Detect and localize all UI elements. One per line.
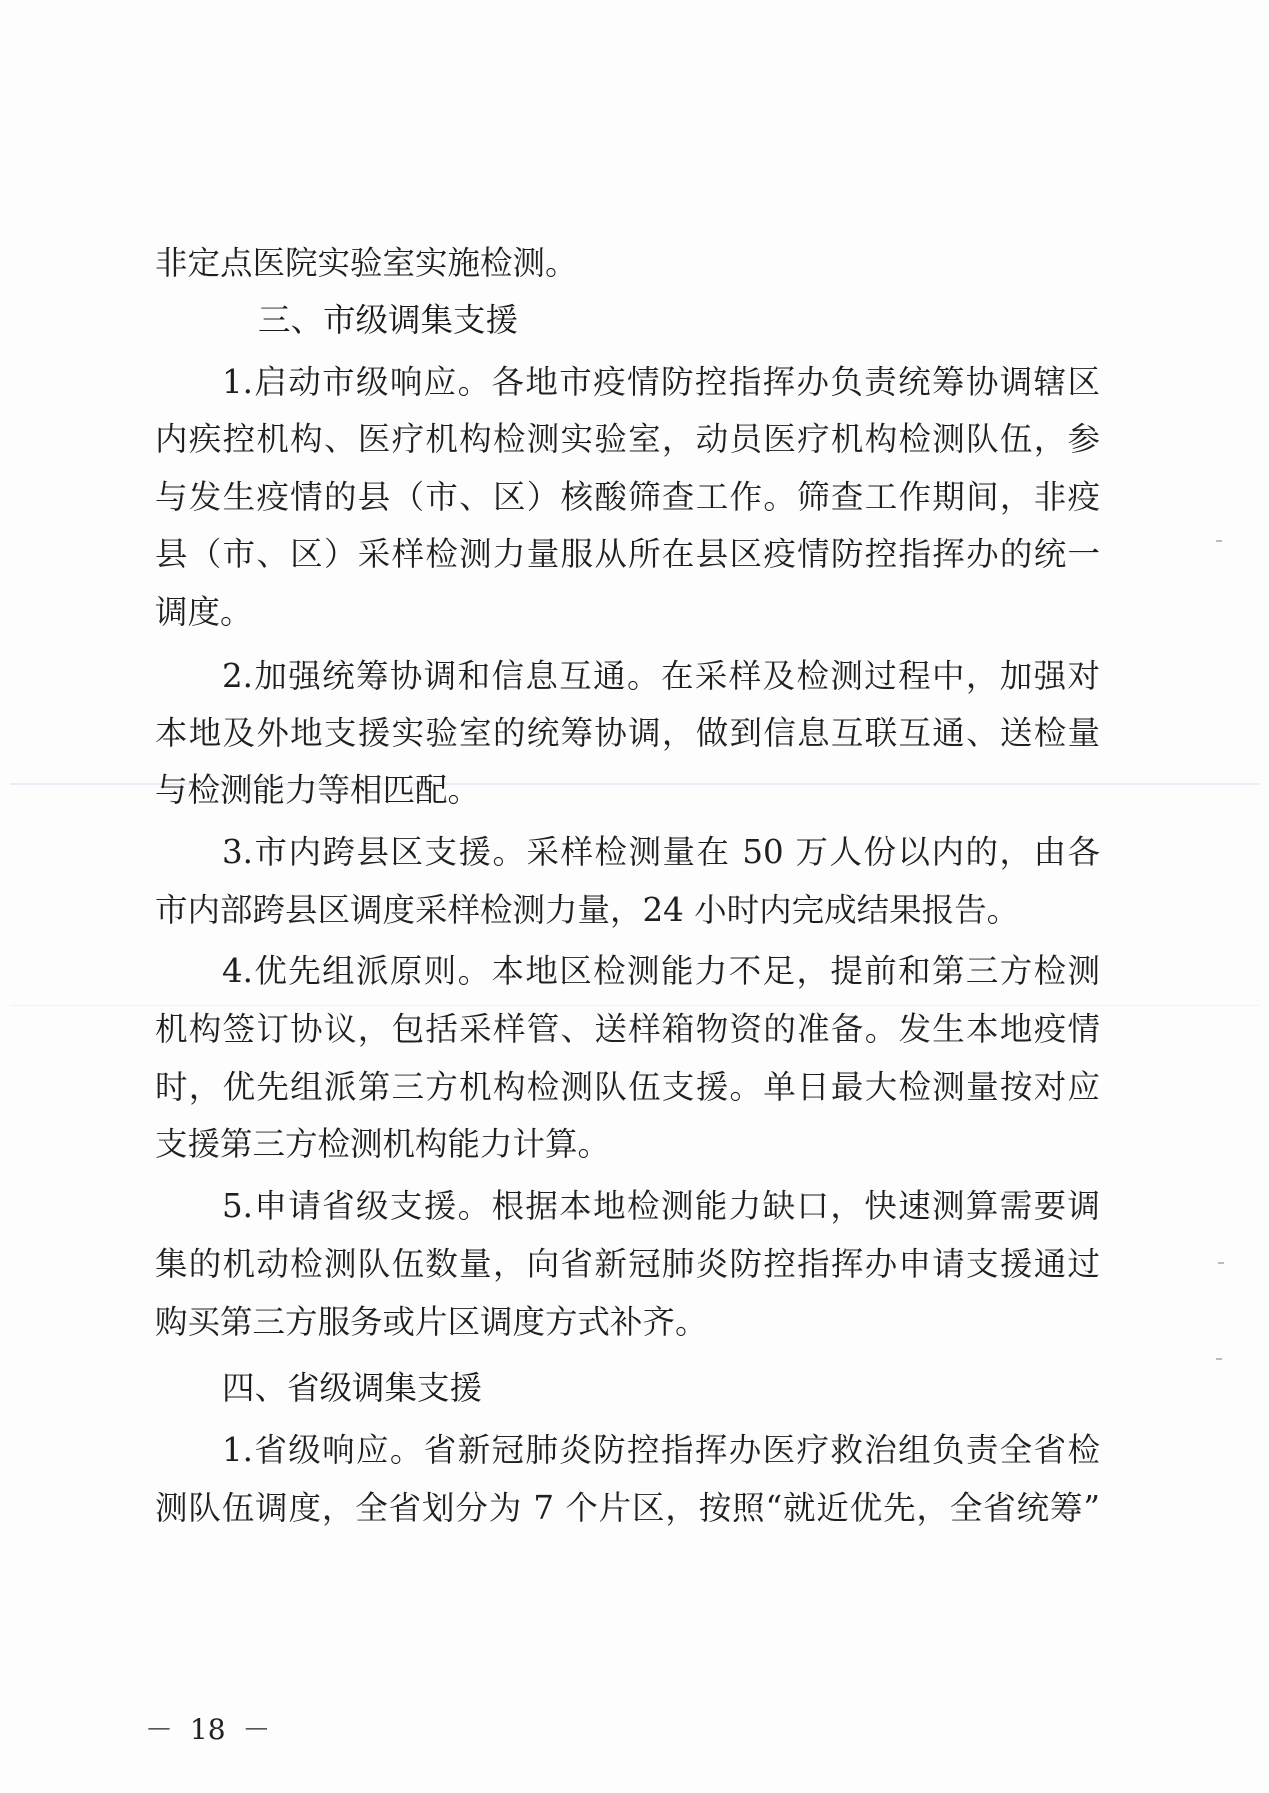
body-line: 2.加强统筹协调和信息互通。在采样及检测过程中，加强对 — [222, 657, 1100, 695]
body-line: 与检测能力等相匹配。 — [155, 771, 481, 809]
section-heading-province-support: 四、省级调集支援 — [222, 1369, 483, 1407]
body-line: 5.申请省级支援。根据本地检测能力缺口，快速测算需要调 — [222, 1187, 1100, 1225]
body-line: 3.市内跨县区支援。采样检测量在 50 万人份以内的，由各 — [222, 833, 1100, 871]
scan-speck — [1218, 1262, 1224, 1264]
body-line: 内疾控机构、医疗机构检测实验室，动员医疗机构检测队伍，参 — [155, 420, 1100, 458]
body-line: 机构签订协议，包括采样管、送样箱物资的准备。发生本地疫情 — [155, 1010, 1100, 1048]
page-number: － 18 － — [145, 1713, 271, 1746]
scan-speck — [1216, 540, 1222, 542]
body-line: 购买第三方服务或片区调度方式补齐。 — [155, 1303, 708, 1341]
body-line: 本地及外地支援实验室的统筹协调，做到信息互联互通、送检量 — [155, 714, 1100, 752]
scan-speck — [1216, 1358, 1222, 1360]
body-line: 与发生疫情的县（市、区）核酸筛查工作。筛查工作期间，非疫 — [155, 478, 1100, 516]
body-line: 时，优先组派第三方机构检测队伍支援。单日最大检测量按对应 — [155, 1068, 1100, 1106]
body-line: 1.启动市级响应。各地市疫情防控指挥办负责统筹协调辖区 — [222, 363, 1100, 401]
body-line: 4.优先组派原则。本地区检测能力不足，提前和第三方检测 — [222, 952, 1100, 990]
section-heading-city-support: 三、市级调集支援 — [258, 301, 519, 339]
body-line: 支援第三方检测机构能力计算。 — [155, 1125, 611, 1163]
body-line: 非定点医院实验室实施检测。 — [155, 244, 578, 282]
body-line: 1.省级响应。省新冠肺炎防控指挥办医疗救治组负责全省检 — [222, 1431, 1100, 1469]
body-line: 测队伍调度，全省划分为 7 个片区，按照“就近优先，全省统筹” — [155, 1489, 1100, 1527]
body-line: 调度。 — [155, 593, 253, 631]
body-line: 县（市、区）采样检测力量服从所在县区疫情防控指挥办的统一 — [155, 535, 1100, 573]
body-line: 市内部跨县区调度采样检测力量，24 小时内完成结果报告。 — [155, 891, 1020, 929]
body-line: 集的机动检测队伍数量，向省新冠肺炎防控指挥办申请支援通过 — [155, 1245, 1100, 1283]
